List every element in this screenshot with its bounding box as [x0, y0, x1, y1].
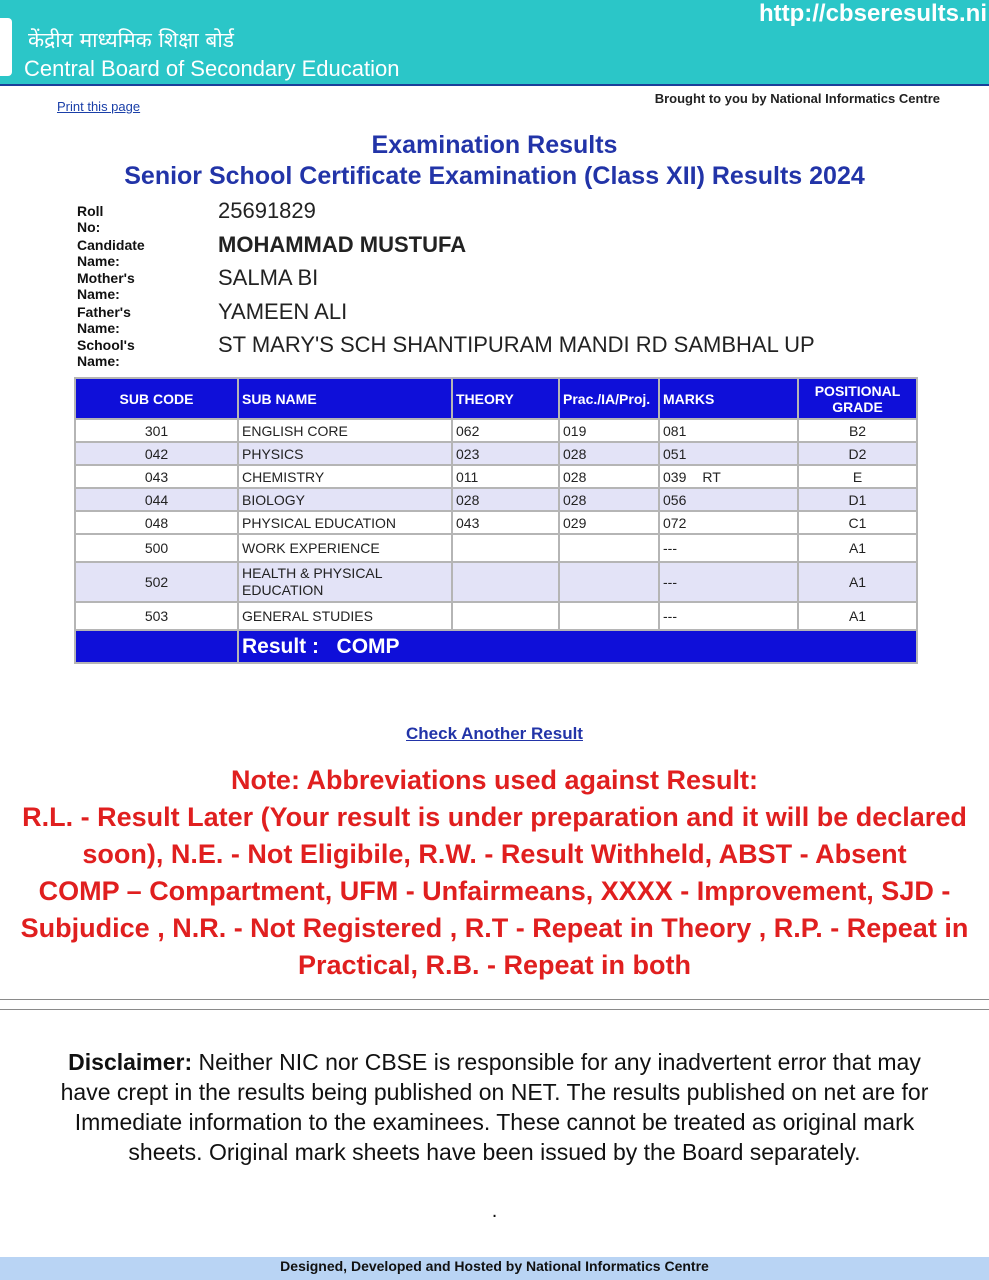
theory: 043: [452, 511, 559, 534]
note-line: soon), N.E. - Not Eligibile, R.W. - Result Withheld, ABST - Absent: [82, 839, 907, 869]
board-name-english: Central Board of Secondary Education: [24, 56, 400, 81]
candidate-name-label: Candidate Name:: [77, 236, 145, 269]
roll-value: 25691829: [218, 198, 316, 223]
result-spacer: [75, 630, 238, 663]
note-line: Subjudice , N.R. - Not Registered , R.T - Repeat in Theory , R.P. - Repeat in: [20, 913, 969, 943]
sub-code: 043: [75, 465, 238, 488]
table-row: [75, 534, 917, 562]
sub-name: BIOLOGY: [238, 488, 452, 511]
table-row: [75, 562, 917, 602]
theory: [452, 534, 559, 562]
marks-value: 072: [663, 514, 687, 531]
sub-name: ENGLISH CORE: [238, 419, 452, 442]
site-url: http://cbseresults.ni: [758, 0, 987, 27]
sub-code: 500: [75, 534, 238, 562]
table-header-row: [75, 378, 917, 419]
header-practical: Prac./IA/Proj.: [559, 378, 659, 419]
print-page-link[interactable]: Print this page: [57, 99, 141, 114]
table-row: [75, 419, 917, 442]
sub-name: HEALTH & PHYSICAL EDUCATION: [238, 562, 452, 602]
result-cell: [238, 630, 917, 663]
result-row: [75, 630, 917, 663]
marks-value: ---: [663, 608, 677, 624]
practical: [559, 534, 659, 562]
header-banner: [0, 0, 989, 84]
brought-by-text: Brought to you by National Informatics Centre: [654, 91, 940, 106]
result-value: COMP: [336, 634, 400, 658]
header-marks: MARKS: [659, 378, 798, 419]
practical: 028: [559, 465, 659, 488]
header-theory: THEORY: [452, 378, 559, 419]
grade: E: [798, 465, 917, 488]
note-line: Note: Abbreviations used against Result:: [230, 765, 759, 795]
candidate-name-value: MOHAMMAD MUSTUFA: [218, 231, 467, 257]
theory: 023: [452, 442, 559, 465]
marks-value: ---: [663, 540, 677, 556]
practical: [559, 562, 659, 602]
marks: [659, 488, 798, 511]
father-name-value: YAMEEN ALI: [218, 298, 348, 324]
board-name-hindi: केंद्रीय माध्यमिक शिक्षा बोर्ड: [28, 28, 235, 52]
theory: [452, 562, 559, 602]
abbreviations-note: [0, 762, 989, 984]
table-row: [75, 465, 917, 488]
school-name-label: School's Name:: [77, 337, 135, 369]
marks: [659, 602, 798, 630]
divider: [0, 999, 989, 1000]
marks-value: 056: [663, 491, 687, 508]
table-row: [75, 488, 917, 511]
marks-value: 039: [663, 468, 687, 485]
table-row: [75, 511, 917, 534]
sub-code: 042: [75, 442, 238, 465]
school-name-value: ST MARY'S SCH SHANTIPURAM MANDI RD SAMBHAL UP: [218, 332, 815, 357]
header-sub-code: SUB CODE: [75, 378, 238, 419]
marks: [659, 534, 798, 562]
practical: 029: [559, 511, 659, 534]
divider: [0, 1009, 989, 1010]
sub-name: GENERAL STUDIES: [238, 602, 452, 630]
sub-name: PHYSICAL EDUCATION: [238, 511, 452, 534]
theory: [452, 602, 559, 630]
disclaimer-label: Disclaimer:: [68, 1049, 193, 1075]
disclaimer-dot: .: [491, 1200, 498, 1222]
note-line: Practical, R.B. - Repeat in both: [297, 950, 692, 980]
table-row: [75, 602, 917, 630]
sub-name: WORK EXPERIENCE: [238, 534, 452, 562]
exam-title: Senior School Certificate Examination (Class XII) Results 2024: [124, 162, 865, 190]
grade: D1: [798, 488, 917, 511]
marks-value: ---: [663, 573, 677, 590]
marks: [659, 562, 798, 602]
disclaimer-text: Neither NIC nor CBSE is responsible for any inadvertent error that may have crept in the results being published on NET. The results published on net are for Immediate information to the examinees. These cannot be treated as original mark sheets. Original mark sheets have been issued by the Board separately.: [60, 1049, 929, 1165]
disclaimer: [60, 1047, 929, 1167]
marks: [659, 511, 798, 534]
page-title: Examination Results: [371, 131, 618, 159]
practical: [559, 602, 659, 630]
practical: 019: [559, 419, 659, 442]
header-sub-name: SUB NAME: [238, 378, 452, 419]
table-row: [75, 442, 917, 465]
sub-code: 048: [75, 511, 238, 534]
grade: A1: [798, 562, 917, 602]
theory: 028: [452, 488, 559, 511]
theory: 062: [452, 419, 559, 442]
grade: B2: [798, 419, 917, 442]
header-positional-grade: POSITIONAL GRADE: [798, 378, 917, 419]
check-another-result-link[interactable]: Check Another Result: [406, 724, 583, 743]
grade: A1: [798, 602, 917, 630]
practical: 028: [559, 442, 659, 465]
mother-name-value: SALMA BI: [218, 265, 319, 290]
sub-code: 301: [75, 419, 238, 442]
cbse-logo: [0, 18, 12, 76]
sub-code: 044: [75, 488, 238, 511]
mother-name-label: Mother's Name:: [77, 270, 135, 302]
note-line: R.L. - Result Later (Your result is under preparation and it will be declared: [22, 802, 967, 832]
marks-note: RT: [702, 468, 721, 485]
sub-name: PHYSICS: [238, 442, 452, 465]
result-label: Result :: [242, 634, 320, 658]
banner-divider: [0, 84, 989, 86]
marks-table: [74, 377, 918, 664]
marks-value: 081: [663, 422, 687, 439]
marks: [659, 465, 798, 488]
marks-value: 051: [663, 445, 687, 462]
marks: [659, 419, 798, 442]
roll-label: Roll No:: [77, 203, 104, 235]
grade: D2: [798, 442, 917, 465]
marks: [659, 442, 798, 465]
sub-name: CHEMISTRY: [238, 465, 452, 488]
sub-code: 502: [75, 562, 238, 602]
note-line: COMP – Compartment, UFM - Unfairmeans, XXXX - Improvement, SJD -: [38, 876, 951, 906]
grade: C1: [798, 511, 917, 534]
practical: 028: [559, 488, 659, 511]
father-name-label: Father's Name:: [77, 303, 131, 336]
grade: A1: [798, 534, 917, 562]
footer: Designed, Developed and Hosted by National Informatics Centre: [0, 1257, 989, 1280]
sub-code: 503: [75, 602, 238, 630]
check-another-wrapper: [0, 724, 989, 744]
theory: 011: [452, 465, 559, 488]
